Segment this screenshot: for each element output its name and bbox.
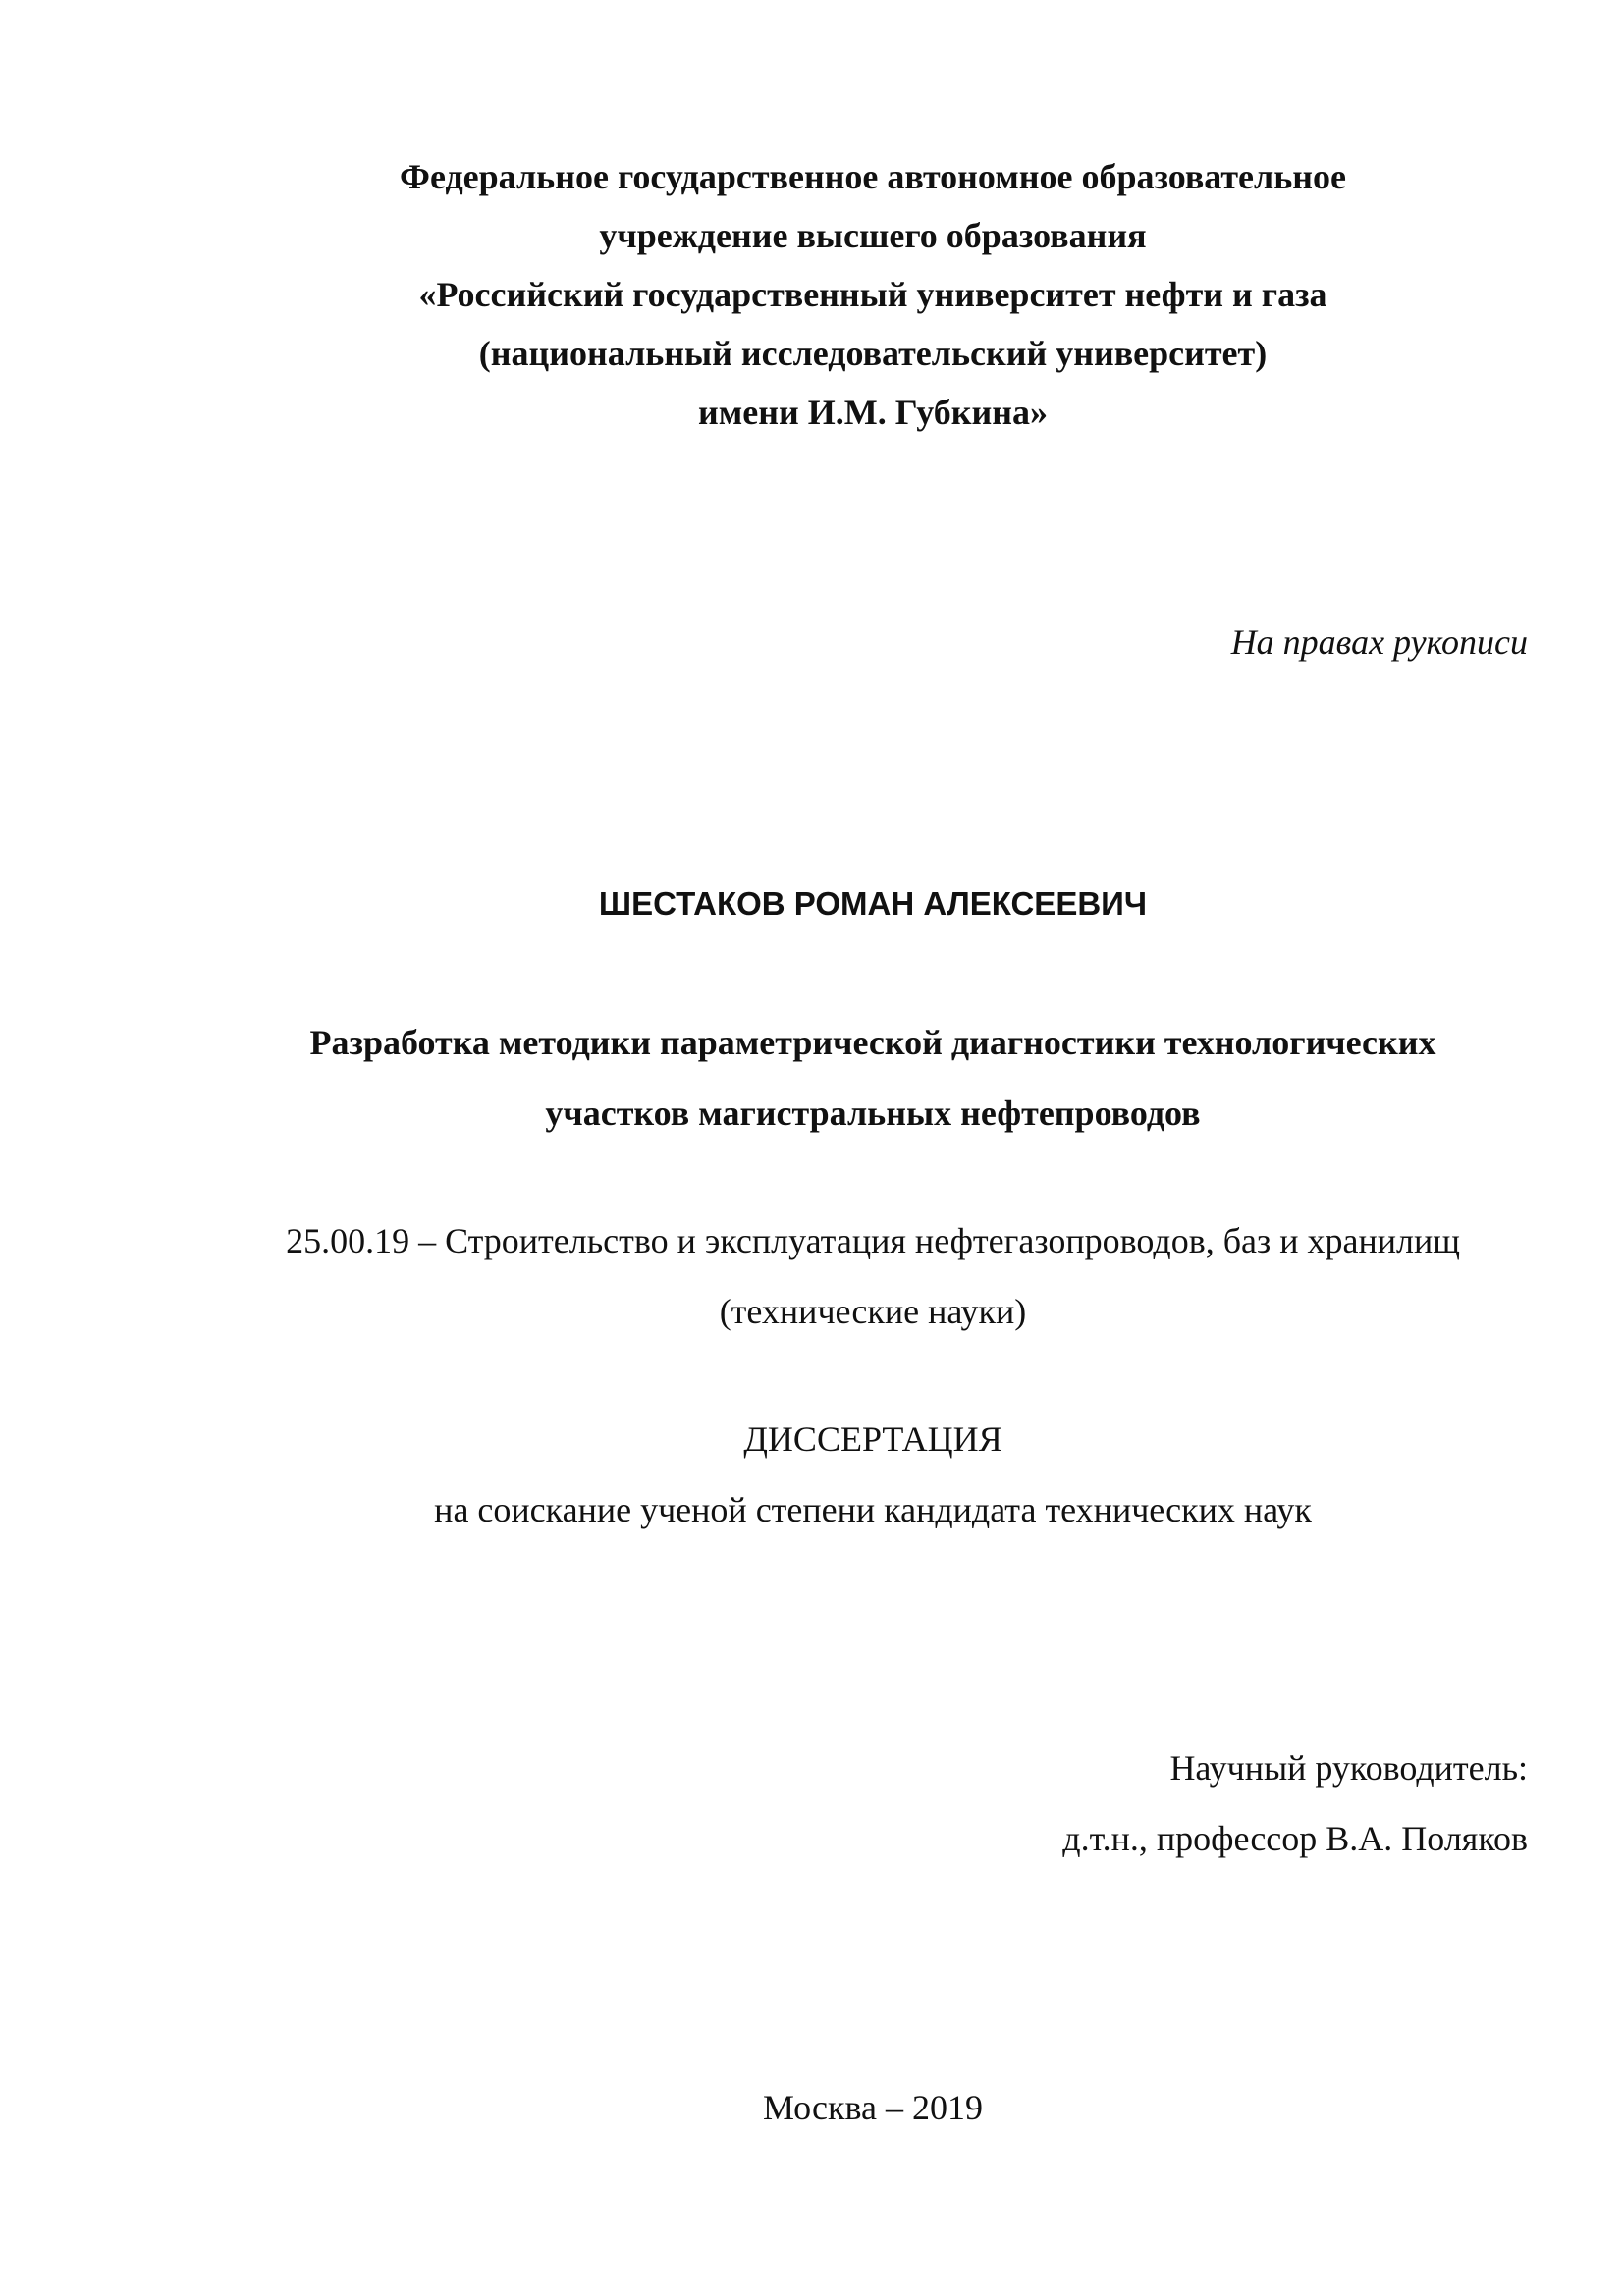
institution-line: учреждение высшего образования: [599, 216, 1147, 255]
institution-line: (национальный исследовательский университет): [478, 334, 1268, 373]
city-year: Москва – 2019: [763, 2088, 983, 2127]
specialty-line: (технические науки): [719, 1292, 1027, 1331]
specialty-block: [0, 1205, 1624, 1347]
institution-block: [0, 147, 1624, 442]
dissertation-title: [0, 1007, 1624, 1148]
specialty-line: 25.00.19 – Строительство и эксплуатация нефтегазопроводов, баз и хранилищ: [286, 1221, 1460, 1260]
document-purpose: на соискание ученой степени кандидата технических наук: [434, 1490, 1312, 1529]
institution-line: имени И.М. Губкина»: [698, 393, 1048, 432]
title-line: участков магистральных нефтепроводов: [545, 1094, 1201, 1133]
author-name: ШЕСТАКОВ РОМАН АЛЕКСЕЕВИЧ: [598, 885, 1148, 922]
institution-line: Федеральное государственное автономное образовательное: [400, 157, 1346, 196]
supervisor-name: д.т.н., профессор В.А. Поляков: [1062, 1819, 1528, 1858]
supervisor-block: [1062, 1733, 1528, 1874]
title-line: Разработка методики параметрической диагностики технологических: [309, 1023, 1436, 1062]
manuscript-note: На правах рукописи: [1230, 622, 1528, 662]
document-type-label: ДИССЕРТАЦИЯ: [743, 1419, 1002, 1459]
institution-line: «Российский государственный университет нефти и газа: [418, 275, 1327, 314]
document-type-block: [0, 1404, 1624, 1545]
supervisor-label: Научный руководитель:: [1169, 1748, 1528, 1788]
